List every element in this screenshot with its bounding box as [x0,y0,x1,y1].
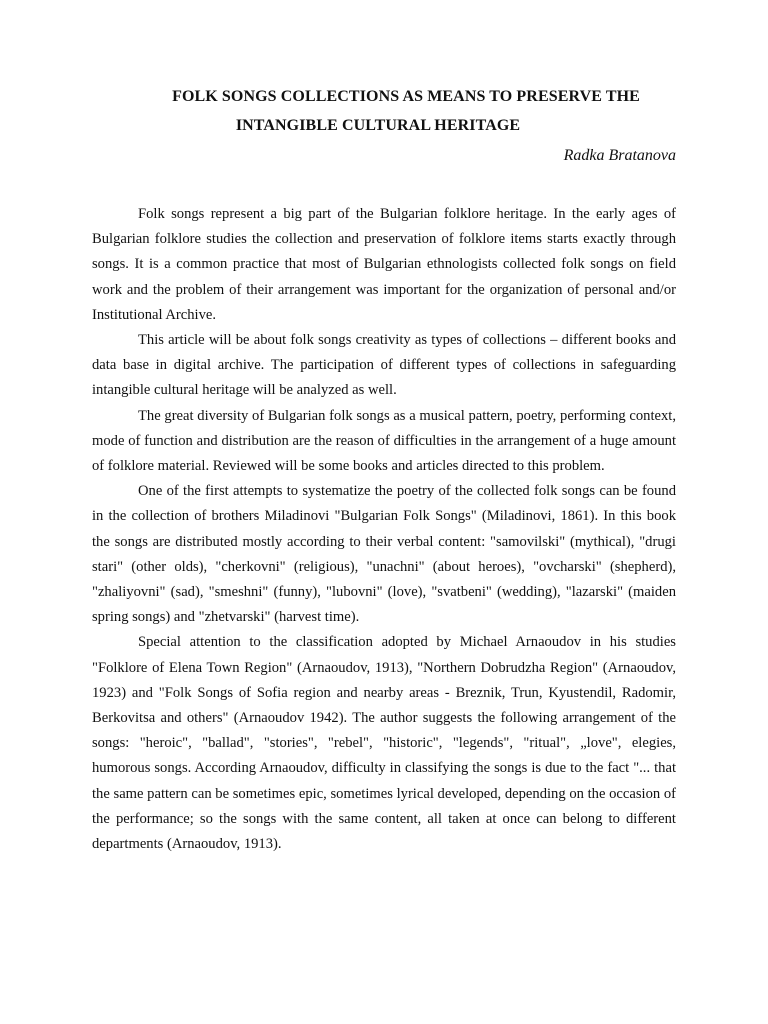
title-line-2: INTANGIBLE CULTURAL HERITAGE [235,117,521,134]
author-name: Radka Bratanova [563,147,676,164]
title-line-1: FOLK SONGS COLLECTIONS AS MEANS TO PRESERVE THE [172,88,640,105]
paragraph-4: One of the first attempts to systematize the poetry of the collected folk songs can be found in the collection of brothers Miladinovi "Bulgarian Folk Songs" (Miladinovi, 1861). In this book the songs are distributed mostly according to their verbal content: "samovilski" (mythical), "drugi stari" (other olds), "cherkovni" (religious), "unachni" (about heroes), "ovcharski" (shepherd), "zhaliyovni" (sad), "smeshni" (funny), "lubovni" (love), "svatbeni" (wedding), "lazarski" (maiden spring songs) and "zhetvarski" (harvest time). [92,483,676,626]
body-text [92,202,676,857]
paragraph-5: Special attention to the classification adopted by Michael Arnaoudov in his studies "Folklore of Elena Town Region" (Arnaoudov, 1913), "Northern Dobrudzha Region" (Arnaoudov, 1923) and "Folk Songs of Sofia region and nearby areas - Breznik, Trun, Kyustendil, Radomir, Berkovitsa and others" (Arnaoudov 1942). The author suggests the following arrangement of the songs: "heroic", "ballad", "stories", "rebel", "historic", "legends", "ritual", „love", elegies, humorous songs. According Arnaoudov, difficulty in classifying the songs is due to the fact "... that the same pattern can be sometimes epic, sometimes lyrical developed, depending on the occasion of the performance; so the songs with the same content, all taken at once can belong to different departments (Arnaoudov, 1913). [92,634,676,853]
paragraph-3: The great diversity of Bulgarian folk songs as a musical pattern, poetry, performing context, mode of function and distribution are the reason of difficulties in the arrangement of a huge amount of folklore material. Reviewed will be some books and articles directed to this problem. [92,407,676,475]
paragraph-1: Folk songs represent a big part of the Bulgarian folklore heritage. In the early ages of Bulgarian folklore studies the collection and preservation of folklore items starts exactly through songs. It is a common practice that most of Bulgarian ethnologists collected folk songs on field work and the problem of their arrangement was important for the organization of personal and/or Institutional Archive. [92,206,676,323]
paragraph-2: This article will be about folk songs creativity as types of collections – different books and data base in digital archive. The participation of different types of collections in safeguarding intangible cultural heritage will be analyzed as well. [92,332,676,399]
